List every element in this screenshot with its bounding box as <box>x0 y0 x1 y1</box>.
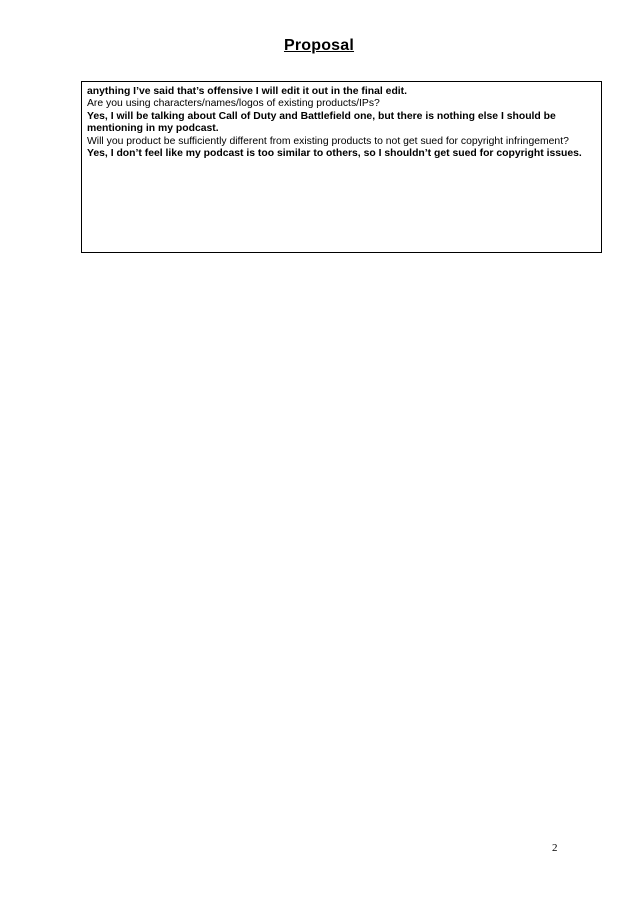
answer-line-copyright: Yes, I don’t feel like my podcast is too similar to others, so I shouldn’t get sued for copyright issues. <box>87 148 582 160</box>
page-title: Proposal <box>283 37 355 54</box>
proposal-text-box <box>81 81 602 253</box>
answer-line-existing-ips: Yes, I will be talking about Call of Duty and Battlefield one, but there is nothing else I should be mentioning in my podcast. <box>87 110 556 135</box>
page-number: 2 <box>552 842 558 854</box>
question-line-copyright: Will you product be sufficiently different from existing products to not get sued for copyright infringement? <box>87 135 569 147</box>
answer-line-offensive-content: anything I’ve said that’s offensive I will edit it out in the final edit. <box>87 86 408 97</box>
question-line-existing-ips: Are you using characters/names/logos of existing products/IPs? <box>87 98 380 110</box>
